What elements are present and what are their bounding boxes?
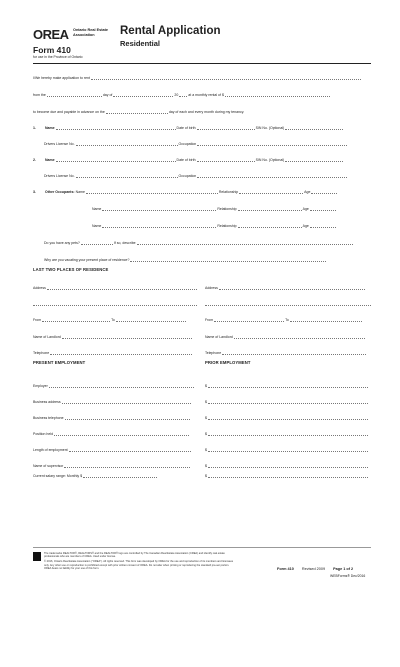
occupant-3-name-field[interactable] — [102, 224, 216, 228]
applicant-2-dob-field[interactable] — [197, 158, 255, 162]
occupant-row-2: Name Relationship Age — [92, 207, 336, 211]
rent-property-field[interactable] — [91, 76, 361, 80]
prior-employment-prefix: $ — [205, 415, 207, 420]
prior-employment-prefix: $ — [205, 447, 207, 452]
residence-2-landlord-field[interactable] — [234, 335, 365, 339]
occupant-row-3: Name Relationship Age — [92, 224, 336, 228]
present-employment-label: Position held — [33, 431, 54, 436]
applicant-2-occupation-field[interactable] — [197, 174, 347, 178]
intro-text: I/We hereby make application to rent — [33, 75, 90, 80]
applicant-1-dob-field[interactable] — [197, 126, 255, 130]
prior-employment-field[interactable] — [208, 384, 368, 388]
applicant-1-row-2: Drivers License No. Occupation — [44, 142, 347, 146]
footer-page-number: Page 1 of 2 — [333, 567, 354, 571]
residence-2-from-field[interactable] — [214, 318, 284, 322]
prior-salary-row: $ — [205, 474, 368, 478]
form-use-note: for use in the Province of Ontario — [33, 55, 83, 59]
prior-employment-row — [205, 432, 368, 436]
occupant-3-relationship-field[interactable] — [238, 224, 302, 228]
footer-divider — [33, 547, 371, 548]
residence-1-address-line-2-field[interactable] — [33, 302, 197, 306]
prior-employment-row — [205, 416, 368, 420]
prior-salary-field[interactable] — [208, 474, 368, 478]
prior-employment-heading: PRIOR EMPLOYMENT — [205, 360, 251, 365]
prior-employment-prefix: $ — [205, 399, 207, 404]
org-name: Ontario Real Estate Association — [73, 28, 109, 37]
applicant-2-sin-field[interactable] — [285, 158, 343, 162]
present-employment-row — [33, 464, 190, 468]
monthly-rental-field[interactable] — [225, 93, 330, 97]
prior-employment-row — [205, 400, 368, 404]
realtor-logo-icon — [33, 552, 41, 561]
residence-1-from-field[interactable] — [42, 318, 110, 322]
footer-webforms: WEBForms® Dec/2016 — [330, 574, 366, 578]
pets-description-field[interactable] — [137, 241, 353, 245]
prior-employment-field[interactable] — [208, 416, 368, 420]
prior-employment-prefix: $ — [205, 383, 207, 388]
occupant-2-relationship-field[interactable] — [238, 207, 302, 211]
applicant-2-row: 2. Name Date of birth SIN No. (Optional) — [33, 158, 343, 162]
occupant-2-name-field[interactable] — [102, 207, 216, 211]
applicant-1-row: 1. Name Date of birth SIN No. (Optional) — [33, 126, 343, 130]
present-employment-row — [33, 384, 194, 388]
present-employment-field[interactable] — [65, 416, 191, 420]
pets-answer-field[interactable] — [81, 241, 113, 245]
occupant-2-age-field[interactable] — [310, 207, 336, 211]
residence-2-address-line-2-field[interactable] — [205, 302, 371, 306]
residence-1-address-field[interactable] — [47, 286, 197, 290]
residence-2-telephone-field[interactable] — [222, 351, 366, 355]
present-employment-label: Length of employment — [33, 447, 68, 452]
occupant-3-age-field[interactable] — [310, 224, 336, 228]
occupant-1-age-field[interactable] — [311, 190, 337, 194]
occupant-1-name-field[interactable] — [86, 190, 218, 194]
prior-employment-field[interactable] — [208, 432, 368, 436]
footer-form-number: Form 410 — [277, 567, 294, 571]
present-employment-field[interactable] — [62, 400, 192, 404]
intro-line-3: to become due and payable in advance on the day of each and every month during my tenancy. — [33, 109, 245, 114]
prior-employment-row — [205, 384, 368, 388]
footer-revised: Revised 2009 — [301, 567, 326, 571]
prior-employment-field[interactable] — [208, 464, 368, 468]
present-employment-field[interactable] — [54, 432, 189, 436]
from-year-field[interactable] — [179, 93, 187, 97]
prior-employment-prefix: $ — [205, 431, 207, 436]
salary-row: Current salary range: Monthly $ — [33, 474, 157, 478]
residence-1-address-row: Address — [33, 286, 197, 290]
residence-1-landlord-field[interactable] — [62, 335, 192, 339]
residence-1-landlord-row: Name of Landlord — [33, 335, 192, 339]
present-employment-heading: PRESENT EMPLOYMENT — [33, 360, 86, 365]
residence-2-address-line-2 — [205, 302, 371, 306]
applicant-1-occupation-field[interactable] — [197, 142, 347, 146]
pets-row: Do you have any pets? If so, describe — [44, 241, 353, 245]
residence-2-to-field[interactable] — [290, 318, 362, 322]
residence-1-to-field[interactable] — [116, 318, 186, 322]
prior-employment-field[interactable] — [208, 448, 368, 452]
present-employment-label: Employer — [33, 383, 48, 388]
prior-employment-prefix: $ — [205, 463, 207, 468]
from-month-field[interactable] — [113, 93, 173, 97]
prior-employment-row — [205, 464, 368, 468]
prior-employment-row — [205, 448, 368, 452]
applicant-1-name-field[interactable] — [56, 126, 176, 130]
residence-2-address-row: Address — [205, 286, 365, 290]
occupant-row-1: 3. Other Occupants: Name Relationship Age — [33, 190, 337, 194]
orea-logo: OREA — [33, 27, 69, 42]
residence-2-dates-row: From To — [205, 318, 362, 322]
residence-2-address-field[interactable] — [219, 286, 365, 290]
residence-1-telephone-row: Telephone — [33, 351, 192, 355]
copyright-text: © 2016, Ontario Real Estate Association ("OREA"). All rights reserved. This form was developed by OREA for the use and reproduction of its members and licensees only. Any other use or reproduction is prohibited except with prior written consent of OREA. Do not alter when printing or reproducing the standard pre-set portion. OREA bears no liability for your use of this form. — [44, 560, 234, 570]
present-employment-label: Name of supervisor — [33, 463, 64, 468]
applicant-2-license-field[interactable] — [76, 174, 178, 178]
occupant-1-relationship-field[interactable] — [239, 190, 303, 194]
residence-2-landlord-row: Name of Landlord — [205, 335, 365, 339]
present-employment-field[interactable] — [69, 448, 191, 452]
present-employment-row — [33, 432, 189, 436]
applicant-1-sin-field[interactable] — [285, 126, 343, 130]
residence-1-telephone-field[interactable] — [50, 351, 192, 355]
trademark-text: The trademarks REALTOR®, REALTORS® and the REALTOR® logo are controlled by The Canadian Real Estate Association (CREA) and identify real estate professionals who are members of CREA. Used under license. — [44, 552, 225, 559]
due-day-field[interactable] — [106, 110, 168, 114]
vacating-row: Why are you vacating your present place of residence? — [44, 258, 326, 262]
header-divider — [33, 63, 371, 64]
prior-employment-field[interactable] — [208, 400, 368, 404]
applicant-2-row-2: Drivers License No. Occupation — [44, 174, 347, 178]
from-day-field[interactable] — [47, 93, 102, 97]
vacating-reason-field[interactable] — [130, 258, 326, 262]
present-employment-field[interactable] — [49, 384, 194, 388]
present-employment-field[interactable] — [64, 464, 190, 468]
present-employment-row — [33, 416, 190, 420]
page-title: Rental Application — [120, 25, 221, 37]
residence-heading: LAST TWO PLACES OF RESIDENCE — [33, 267, 109, 272]
present-employment-row — [33, 400, 191, 404]
footer-form-info — [277, 567, 353, 571]
residence-1-address-line-2 — [33, 302, 197, 306]
residence-2-telephone-row: Telephone — [205, 351, 366, 355]
present-employment-label: Business telephone — [33, 415, 64, 420]
present-employment-row — [33, 448, 191, 452]
present-employment-label: Business address — [33, 399, 61, 404]
page-subtitle: Residential — [120, 39, 161, 48]
form-number: Form 410 — [33, 45, 71, 55]
intro-line-2: from the day of 20 at a monthly rental of $ — [33, 93, 330, 97]
footer-legal — [44, 552, 234, 570]
salary-field[interactable] — [83, 474, 157, 478]
applicant-1-license-field[interactable] — [76, 142, 178, 146]
applicant-2-name-field[interactable] — [56, 158, 176, 162]
residence-1-dates-row: From To — [33, 318, 186, 322]
intro-line-1 — [33, 76, 361, 80]
